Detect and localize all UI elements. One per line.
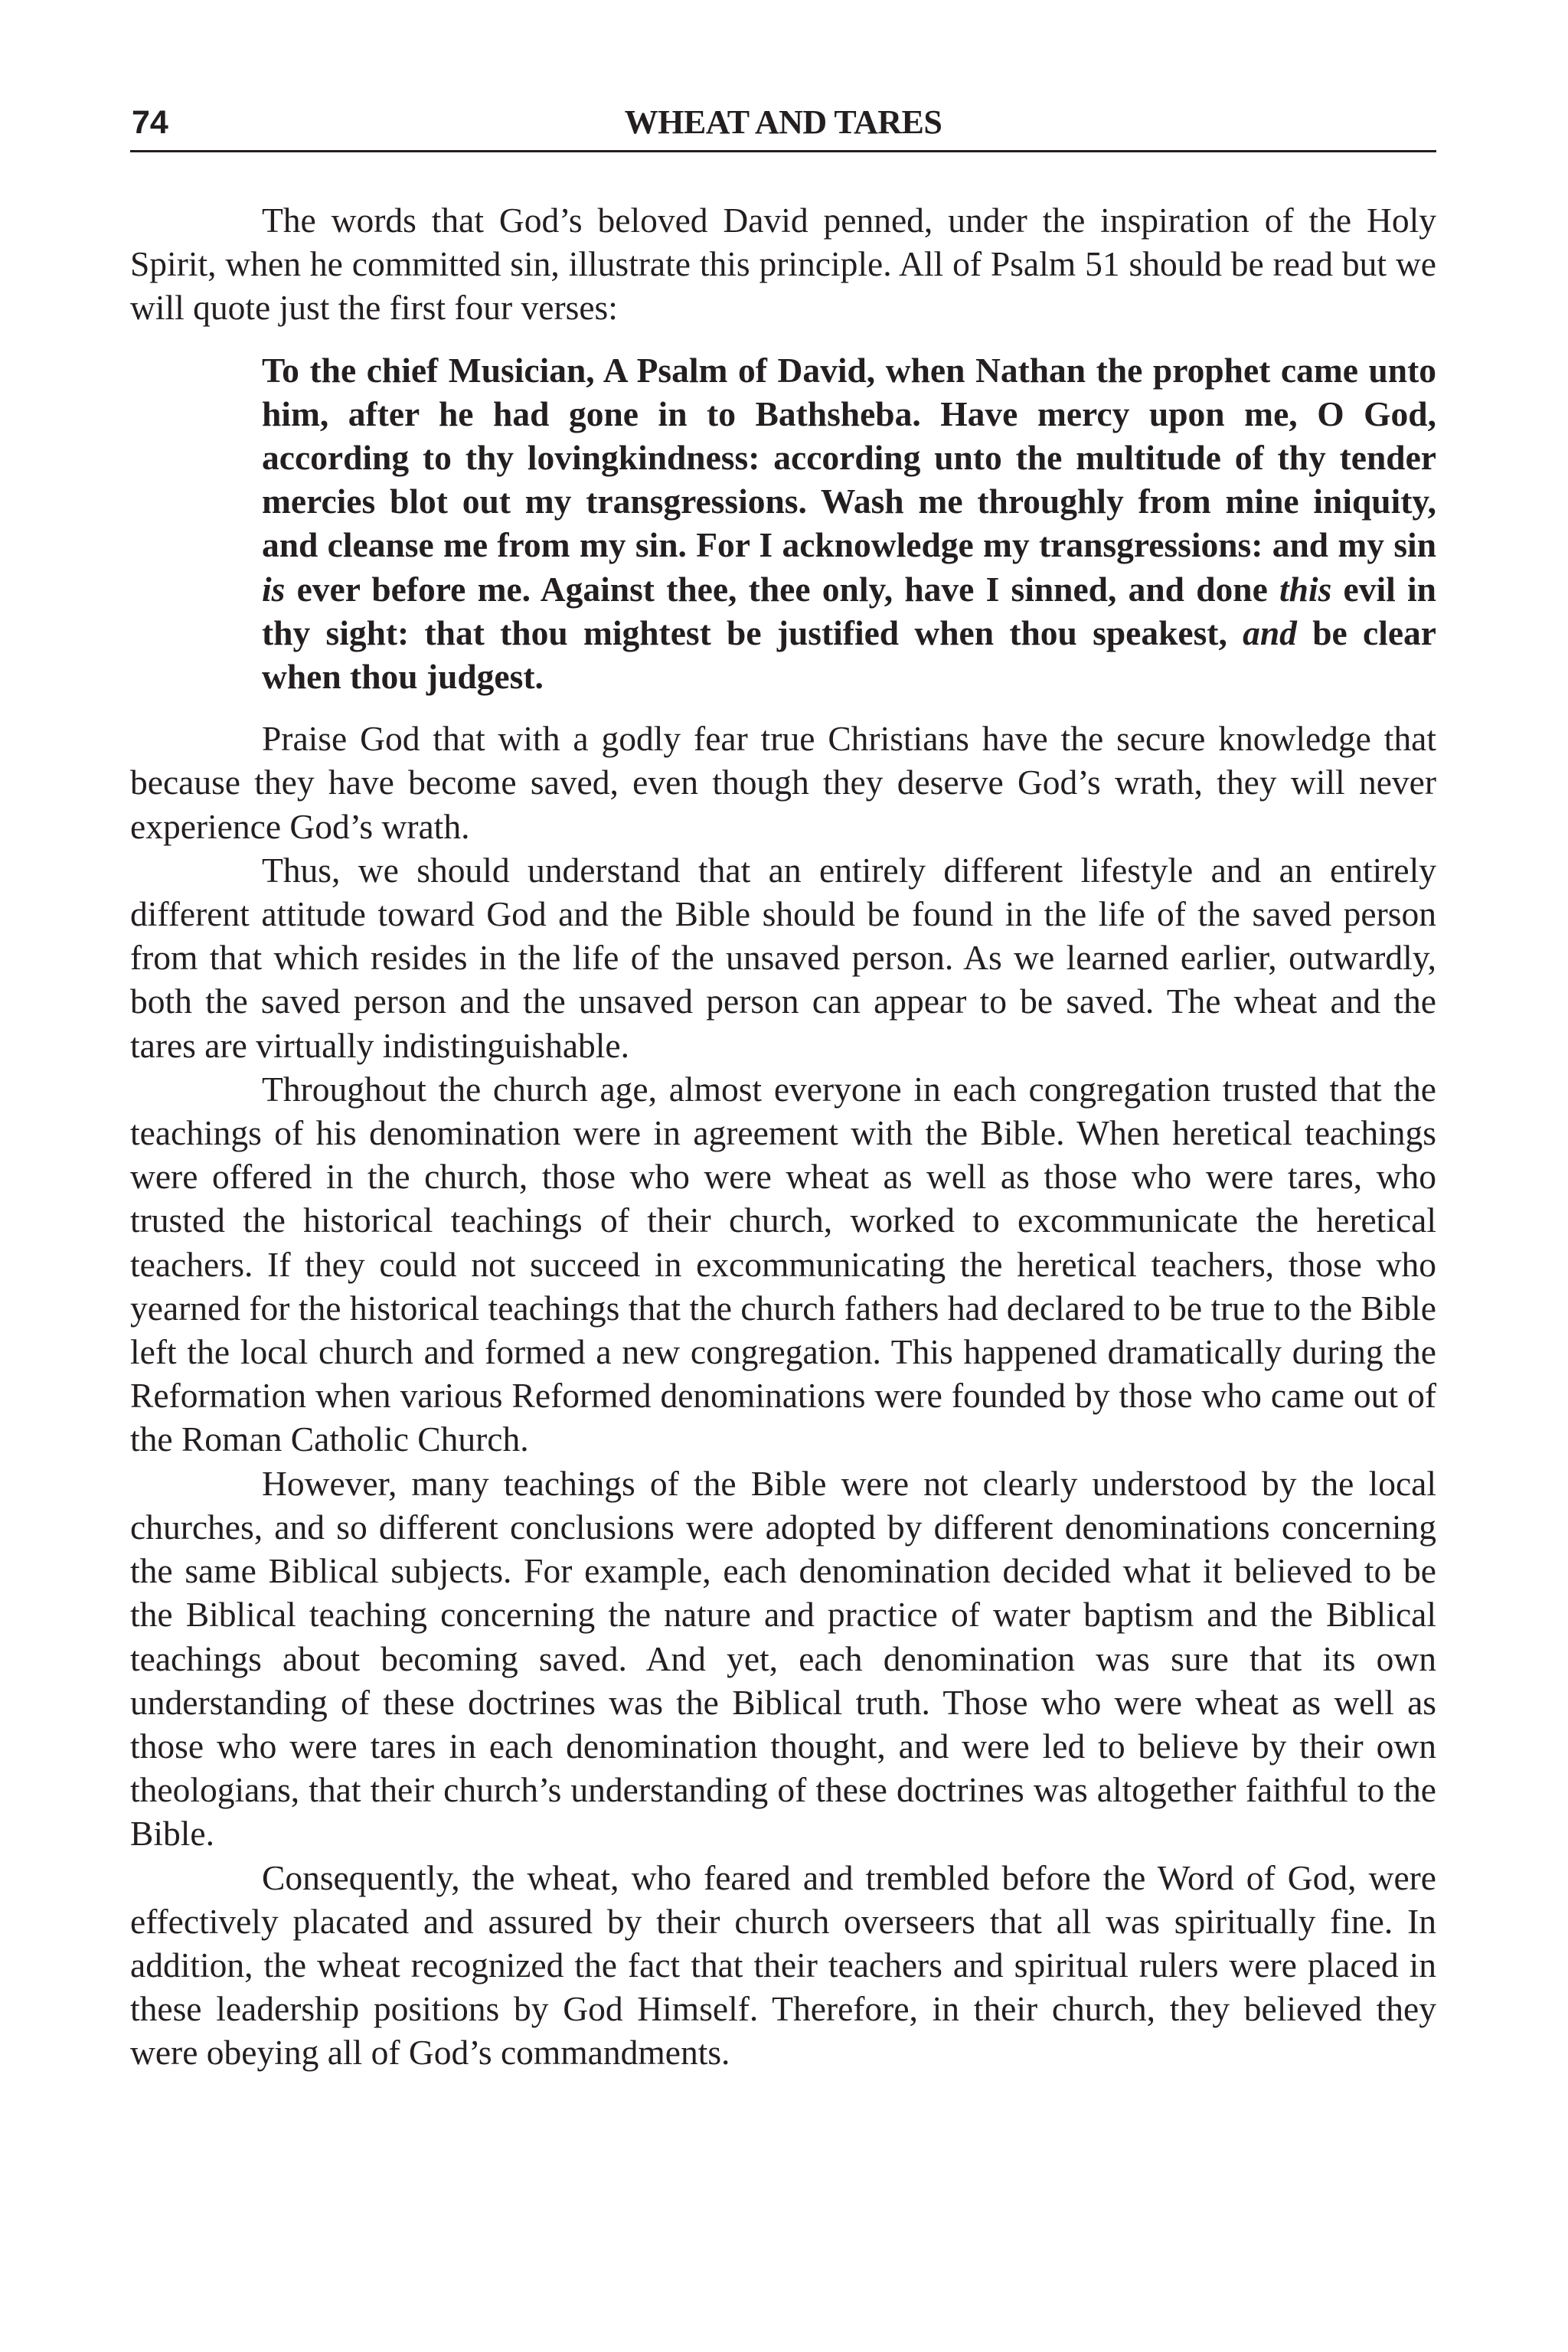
paragraph-consequently: Consequently, the wheat, who feared and trembled before the Word of God, were effectively placated and assured by their church overseers that all was spiritually fine. In addition, the wheat recognized the fact that their teachers and spiritual rulers were placed in these leadership positions by God Himself. Therefore, in their church, they believed they were obeying all of God’s commandments.	[130, 1857, 1436, 2073]
paragraph-denominations: However, many teachings of the Bible were not clearly understood by the local churches, and so different conclusions were adopted by different denominations concerning the same Biblical subjects. For example, each denomination decided what it believed to be the Biblical teaching concerning the nature and practice of water baptism and the Biblical teachings about becoming saved. And yet, each denomination was sure that its own understanding of these doctrines was the Biblical truth. Those who were wheat as well as those who were tares in each denomination thought, and were led to believe by their own theologians, that their church’s understanding of these doctrines was altogether faithful to the Bible.	[130, 1463, 1436, 1854]
quote-italic-is: is	[262, 569, 286, 609]
running-head: WHEAT AND TARES	[624, 103, 942, 141]
page-number: 74	[132, 104, 168, 141]
quote-italic-and: and	[1243, 612, 1297, 652]
quote-italic-this: this	[1279, 569, 1332, 609]
paragraph-praise: Praise God that with a godly fear true Christians have the secure knowledge that because they have become saved, even though they deserve God’s wrath, they will never experience God’s wrath.	[130, 719, 1436, 846]
paragraph-intro: The words that God’s beloved David penned, under the inspiration of the Holy Spirit, when he committed sin, illustrate this principle. All of Psalm 51 should be read but we will quote just the first four verses:	[130, 201, 1436, 328]
scripture-quote-text	[262, 348, 1436, 699]
body-text	[130, 198, 1436, 2075]
scripture-quote	[262, 348, 1436, 699]
paragraph-church-age: Throughout the church age, almost everyone in each congregation trusted that the teachings of his denomination were in agreement with the Bible. When heretical teachings were offered in the church, those who were wheat as well as those who were tares, who trusted the historical teachings of their church, worked to excommunicate the heretical teachers. If they could not succeed in excommunicating the heretical teachers, those who yearned for the historical teachings that the church fathers had declared to be true to the Bible left the local church and formed a new congregation. This happened dramatically during the Reformation when various Reformed denominations were founded by those who came out of the Roman Catholic Church.	[130, 1069, 1436, 1459]
page-header	[130, 100, 1436, 152]
quote-text-4: be clear when thou judgest.	[262, 612, 1436, 697]
quote-text-3: evil in thy sight: that thou mightest be justified when thou speakest,	[262, 569, 1436, 652]
quote-text-1: To the chief Musician, A Psalm of David, when Nathan the prophet came unto him, after he had gone in to Bathsheba. Have mercy upon me, O God, according to thy lovingkindness: according unto the multitude of thy tender mercies blot out my transgressions. Wash me throughly from mine iniquity, and cleanse me from my sin. For I acknowledge my transgressions: and my sin	[262, 350, 1436, 565]
paragraph-lifestyle: Thus, we should understand that an entirely different lifestyle and an entirely different attitude toward God and the Bible should be found in the life of the saved person from that which resides in the life of the unsaved person. As we learned earlier, outwardly, both the saved person and the unsaved person can appear to be saved. The wheat and the tares are virtually indistinguishable.	[130, 850, 1436, 1065]
quote-text-2: ever before me. Against thee, thee only, have I sinned, and done	[285, 569, 1280, 609]
